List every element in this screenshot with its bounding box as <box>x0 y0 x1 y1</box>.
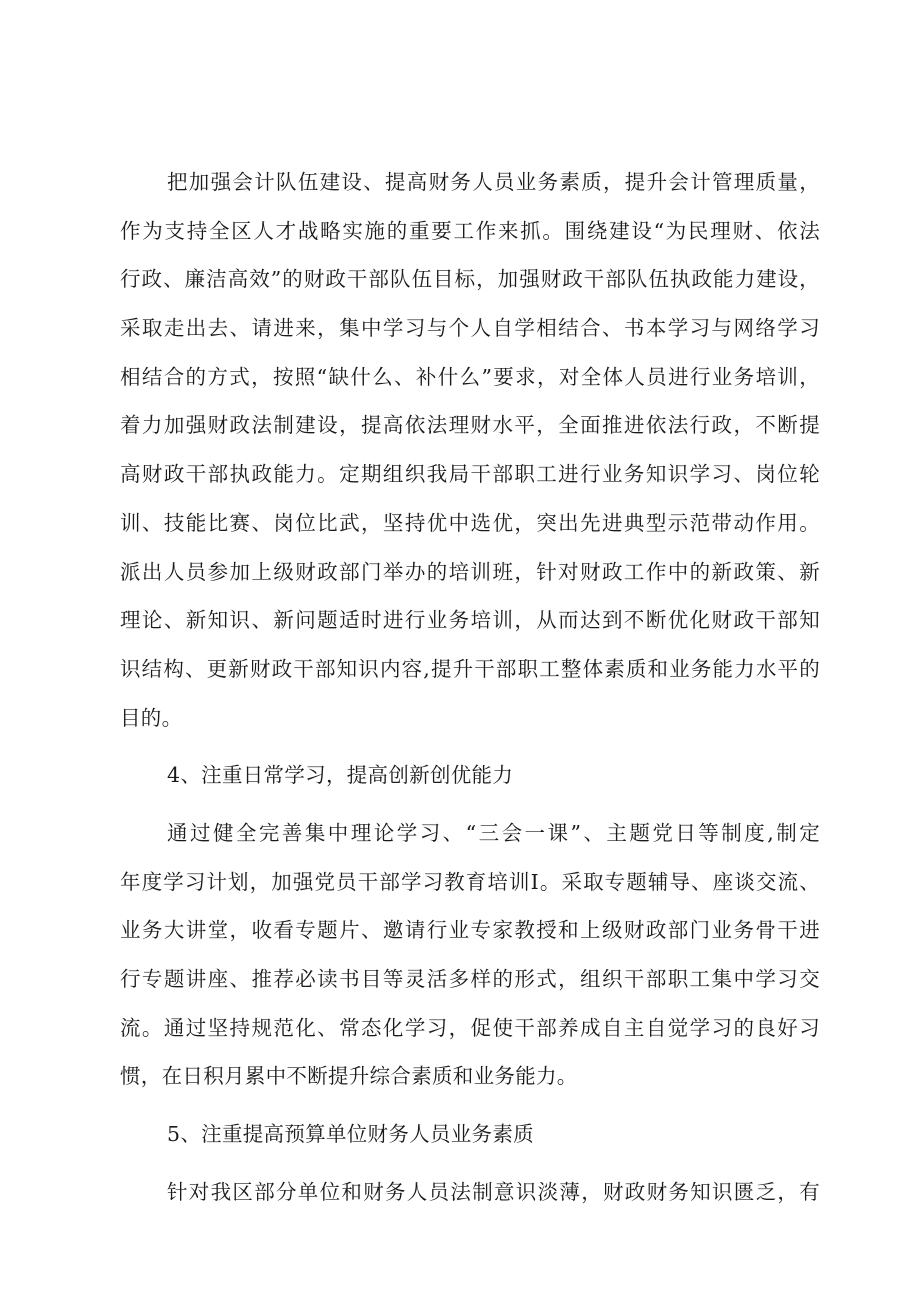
paragraph-line: 理论、新知识、新问题适时进行业务培训，从而达到不断优化财政干部知 <box>120 608 820 633</box>
paragraph-3 <box>120 1168 820 1217</box>
paragraph-line: 年度学习计划，加强党员干部学习教育培训I。采取专题辅导、座谈交流、 <box>120 869 820 894</box>
paragraph-line: 业务大讲堂，收看专题片、邀请行业专家教授和上级财政部门业务骨干进 <box>120 918 820 943</box>
paragraph-1 <box>120 158 820 742</box>
paragraph-line: 相结合的方式，按照“缺什么、补什么”要求，对全体人员进行业务培训， <box>120 364 820 389</box>
paragraph-line: 行政、廉洁高效”的财政干部队伍目标，加强财政干部队伍执政能力建设， <box>120 267 820 292</box>
paragraph-line: 识结构、更新财政干部知识内容,提升干部职工整体素质和业务能力水平的 <box>120 656 820 681</box>
paragraph-line: 目的。 <box>120 705 183 730</box>
paragraph-line: 高财政干部执政能力。定期组织我局干部职工进行业务知识学习、岗位轮 <box>120 462 820 487</box>
paragraph-line: 针对我区部分单位和财务人员法制意识淡薄，财政财务知识匮乏，有 <box>167 1179 820 1204</box>
paragraph-line: 通过健全完善集中理论学习、“三会一课”、主题党日等制度,制定 <box>167 820 820 845</box>
paragraph-line: 把加强会计队伍建设、提高财务人员业务素质，提升会计管理质量， <box>167 170 820 194</box>
paragraph-line: 采取走出去、请进来，集中学习与个人自学相结合、书本学习与网络学习 <box>120 316 820 341</box>
paragraph-line: 流。通过坚持规范化、常态化学习，促使干部养成自主自觉学习的良好习 <box>120 1015 820 1040</box>
paragraph-2 <box>120 809 820 1101</box>
section-heading-4: 4、注重日常学习，提高创新创优能力 <box>167 763 514 788</box>
paragraph-line: 训、技能比赛、岗位比武，坚持优中选优，突出先进典型示范带动作用。 <box>120 510 820 535</box>
paragraph-line: 作为支持全区人才战略实施的重要工作来抓。围绕建设“为民理财、依法 <box>120 218 820 243</box>
paragraph-line: 派出人员参加上级财政部门举办的培训班，针对财政工作中的新政策、新 <box>120 559 820 584</box>
section-heading-5: 5、注重提高预算单位财务人员业务素质 <box>167 1122 534 1147</box>
paragraph-line: 着力加强财政法制建设，提高依法理财水平，全面推进依法行政，不断提 <box>120 413 820 438</box>
paragraph-line: 行专题讲座、推荐必读书目等灵活多样的形式，组织干部职工集中学习交 <box>120 967 820 991</box>
paragraph-line: 惯，在日积月累中不断提升综合素质和业务能力。 <box>120 1064 578 1089</box>
document-body <box>120 158 820 1216</box>
